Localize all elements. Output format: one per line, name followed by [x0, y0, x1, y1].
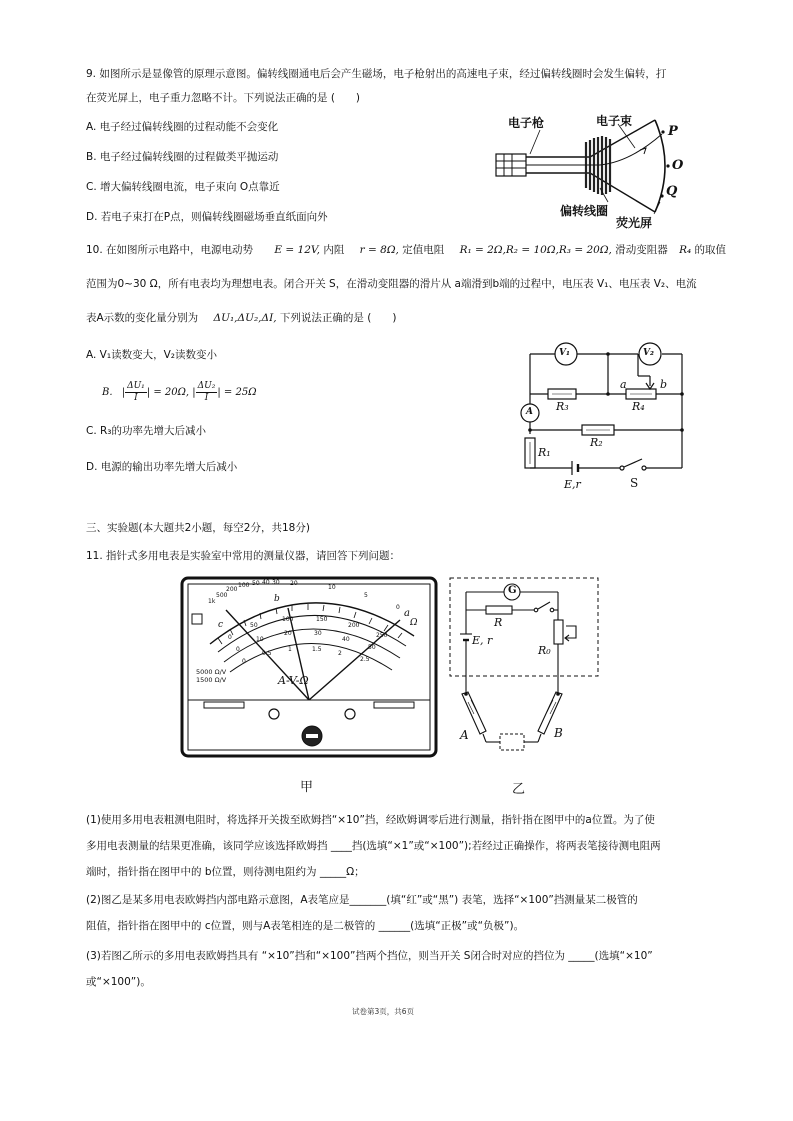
q10-stem-part-a: 10. 在如图所示电路中，电源电动势 [86, 244, 254, 256]
r0-label: R₀ [538, 644, 551, 657]
q10-source-label: E,r [564, 478, 581, 491]
scale-bot-2: 2 [338, 650, 342, 657]
meter-sensitivity-2: 1500 Ω/V [196, 676, 227, 684]
q11-part1-line3: 端时，指针指在图甲中的 b位置，则待测电阻约为 _____Ω； [86, 866, 365, 878]
label-deflection-coil: 偏转线圈 [560, 204, 609, 218]
q10-option-b-label: B. [102, 387, 113, 398]
label-point-p: P [668, 124, 678, 139]
q10-deltas: ΔU₁,ΔU₂,ΔI, [213, 312, 277, 324]
q10-option-c: C. R₃的功率先增大后减小 [86, 425, 207, 437]
scale-top-500: 500 [216, 592, 228, 599]
q11-part3-line1: (3)若图乙所示的多用电表欧姆挡具有 “×10”挡和“×100”挡两个挡位，则当开关 S闭合时对应的挡位为 _____(选填“×10” [86, 950, 653, 962]
scale-top-1k: 1k [208, 598, 216, 605]
multimeter-figure [178, 574, 440, 762]
q9-option-b: B. 电子经过偏转线圈的过程做类平抛运动 [86, 151, 279, 163]
q10-stem-line2: 范围为0~30 Ω，所有电表均为理想电表。闭合开关 S，在滑动变阻器的滑片从 a端滑到b端的过程中，电压表 V₁、电压表 V₂、电流 [86, 278, 697, 290]
scale-bot-1: 1 [288, 646, 292, 653]
ohmmeter-circuit-figure [446, 574, 602, 768]
scale-mid-50: 50 [250, 622, 258, 629]
meter-b-label: b [274, 594, 280, 604]
scale-bot-1-5: 1.5 [312, 646, 322, 653]
q9-option-c: C. 增大偏转线圈电流，电子束向 O点靠近 [86, 181, 280, 193]
q10-option-d: D. 电源的输出功率先增大后减小 [86, 461, 238, 473]
q10-stem-part-f: 表A示数的变化量分别为 [86, 312, 199, 324]
meter-center-label: A-V-Ω [278, 674, 309, 687]
label-point-q: Q [666, 184, 678, 199]
q11-part3-line2: 或“×100”)。 [86, 976, 151, 988]
scale-mid-100: 100 [282, 616, 294, 623]
q10-emf: E = 12V, [274, 244, 320, 256]
q11-part1-line2: 多用电表测量的结果更准确，该同学应该选择欧姆挡 ____挡(选填“×1”或“×100”);若经过正确操作，将两表笔接待测电阻两 [86, 840, 661, 852]
scale-low-0: 0 [236, 646, 240, 653]
figure-yi-caption: 乙 [512, 782, 526, 797]
scale-low-30: 30 [314, 630, 322, 637]
q10-option-b: B. | $\frac{\text{ΔU₁}}{I}$ | = 20Ω, | $\frac{\text{ΔU₂}}{I}$ | = 25Ω [102, 381, 257, 403]
scale-bot-2-5: 2.5 [360, 656, 370, 663]
q11-part2-line2: 阻值，指针指在图甲中的 c位置，则与A表笔相连的是二极管的 ______(选填“正极”或“负极”)。 [86, 920, 525, 932]
q10-stem-part-c: 定值电阻 [402, 244, 445, 256]
q11-part1-line1: (1)使用多用电表粗测电阻时，将选择开关拨至欧姆挡“×10”挡，经欧姆调零后进行测量，指针指在图甲中的a位置。为了使 [86, 814, 655, 826]
q10-resistors: R₁ = 2Ω,R₂ = 10Ω,R₃ = 20Ω, [459, 244, 612, 256]
page-footer: 试卷第3页，共6页 [352, 1007, 415, 1016]
q10-circuit-figure [510, 338, 690, 498]
probe-a-label: A [460, 728, 469, 742]
probe-b-label: B [554, 726, 563, 740]
scale-top-10: 10 [328, 584, 336, 591]
q10-frac1-den: I [134, 393, 138, 403]
q10-v1-label: V₁ [559, 348, 570, 358]
q9-stem-line1: 9. 如图所示是显像管的原理示意图。偏转线圈通电后会产生磁场，电子枪射出的高速电子束，经过偏转线圈时会发生偏转，打 [86, 68, 667, 80]
q10-stem-part-g: 下列说法正确的是 ( ) [279, 312, 397, 324]
crt-figure [490, 110, 690, 230]
q9-option-a: A. 电子经过偏转线圈的过程动能不会变化 [86, 121, 279, 133]
scale-low-10: 10 [256, 636, 264, 643]
scale-mid-250: 250 [376, 632, 388, 639]
scale-mid-200: 200 [348, 622, 360, 629]
q10-v2-label: V₂ [643, 348, 654, 358]
q10-option-a: A. V₁读数变大，V₂读数变小 [86, 349, 217, 361]
q10-frac1-num: ΔU₁ [127, 381, 145, 391]
meter-c-label: c [218, 620, 224, 630]
q10-frac2-eq: | = 25Ω [217, 387, 257, 398]
scale-top-0: 0 [396, 604, 400, 611]
meter-ohm-label: Ω [410, 618, 418, 628]
q11-stem: 11. 指针式多用电表是实验室中常用的测量仪器，请回答下列问题： [86, 550, 401, 562]
section3-heading: 三、实验题(本大题共2小题，每空2分，共18分) [86, 522, 310, 534]
resistor-r-label: R [494, 616, 503, 629]
q9-option-d: D. 若电子束打在P点，则偏转线圈磁场垂直纸面向外 [86, 211, 328, 223]
scale-low-50: 50 [368, 644, 376, 651]
label-screen: 荧光屏 [616, 216, 653, 230]
scale-low-20: 20 [284, 630, 292, 637]
q11-part2-line1: (2)图乙是某多用电表欧姆挡内部电路示意图，A表笔应是_______(填“红”或“黑”) 表笔，选择“×100”挡测量某二极管的 [86, 894, 638, 906]
q10-r3-label: R₃ [556, 400, 569, 413]
label-electron-beam: 电子束 [596, 114, 633, 128]
scale-top-20: 20 [290, 580, 298, 587]
figure-jia-caption: 甲 [300, 780, 314, 795]
q10-switch-label: S [630, 476, 639, 490]
galvanometer-label: G [508, 585, 517, 596]
q10-r4-label: R₄ [632, 400, 645, 413]
q10-stem-part-e: 的取值 [694, 244, 727, 256]
q10-r1-label: R₁ [538, 446, 551, 459]
q10-stem-line1 [86, 242, 726, 257]
q10-frac1-eq: | = 20Ω, [146, 387, 190, 398]
meter-sensitivity-1: 5000 Ω/V [196, 668, 227, 676]
scale-bot-0: 0 [242, 658, 246, 665]
battery-label: E, r [472, 634, 493, 647]
q10-ammeter-label: A [526, 407, 533, 417]
scale-top-100: 100 [238, 582, 250, 589]
q10-b-end: b [660, 378, 668, 391]
scale-top-40: 40 [262, 579, 270, 586]
scale-top-30: 30 [272, 579, 280, 586]
q10-stem-part-d: 滑动变阻器 [615, 244, 668, 256]
scale-low-40: 40 [342, 636, 350, 643]
scale-bot-0-5: 0.5 [262, 650, 272, 657]
q10-frac2-den: I [204, 393, 209, 403]
q10-stem-part-b: 内阻 [323, 244, 345, 256]
meter-a-label: a [404, 608, 410, 619]
scale-mid-0: 0 [228, 634, 232, 641]
q10-r2-label: R₂ [590, 436, 603, 449]
label-point-o: O [672, 158, 684, 173]
q10-stem-line3 [86, 310, 396, 325]
label-electron-gun: 电子枪 [508, 116, 545, 130]
q9-stem-line2: 在荧光屏上，电子重力忽略不计。下列说法正确的是 ( ) [86, 92, 361, 104]
scale-mid-150: 150 [316, 616, 328, 623]
q10-r4-symbol: R₄ [679, 244, 692, 256]
scale-top-50: 50 [252, 580, 260, 587]
scale-top-5: 5 [364, 592, 368, 599]
q10-frac2-num: ΔU₂ [197, 381, 216, 391]
q10-internal-resistance: r = 8Ω, [359, 244, 399, 256]
scale-top-200: 200 [226, 586, 238, 593]
q10-a-end: a [620, 378, 627, 391]
